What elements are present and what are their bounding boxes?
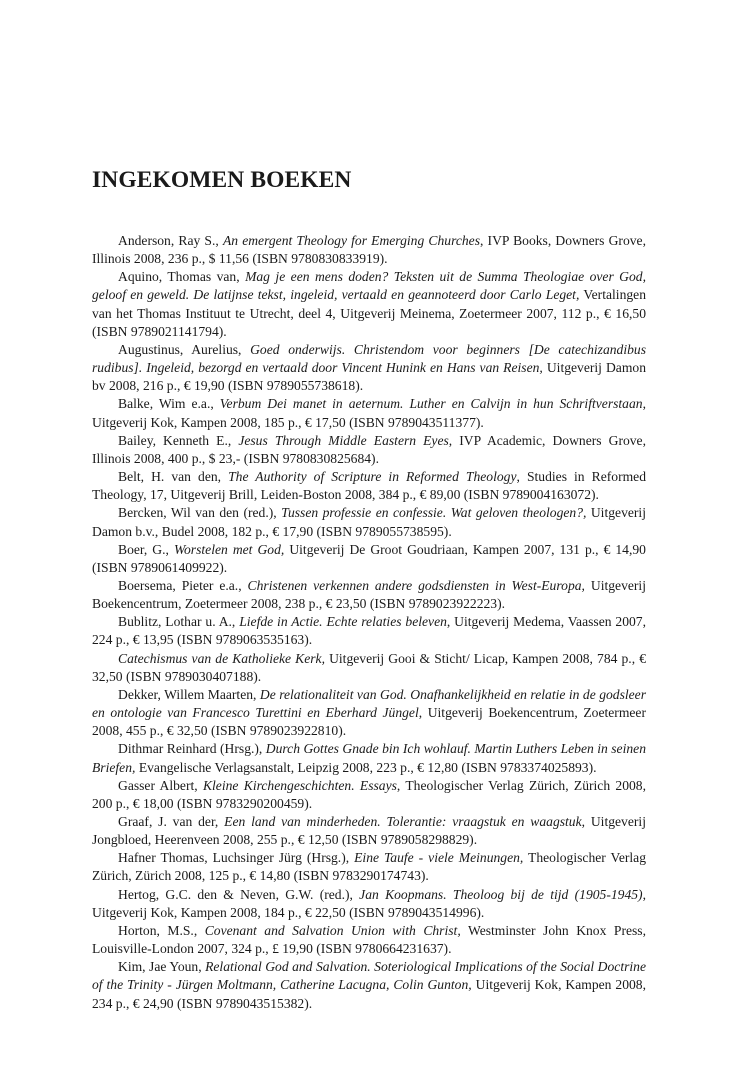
book-details: , Uitgeverij Kok, Kampen 2008, 185 p., € 17,50 (ISBN 9789043511377).: [92, 396, 646, 430]
book-author: Bailey, Kenneth E.,: [118, 432, 239, 448]
book-details: Uitgeverij Gooi & Sticht/ Licap, Kampen 2008, 784 p., € 32,50 (ISBN 9789030407188).: [92, 650, 646, 684]
book-entry: [92, 613, 646, 649]
book-author: Dithmar Reinhard (Hrsg.),: [118, 741, 266, 757]
book-title: Tussen professie en confessie. Wat geloven theologen?,: [281, 505, 587, 521]
book-title: Covenant and Salvation Union with Christ,: [204, 922, 461, 938]
book-details: , Uitgeverij Medema, Vaassen 2007, 224 p., € 13,95 (ISBN 9789063535163).: [92, 614, 646, 648]
book-title: Catechismus van de Katholieke Kerk,: [118, 650, 325, 666]
book-title: Kleine Kirchengeschichten. Essays: [202, 777, 397, 793]
book-entry: [92, 777, 646, 813]
book-author: Horton, M.S.,: [118, 922, 205, 938]
book-title: Christenen verkennen andere godsdiensten in West-Europa,: [247, 577, 585, 593]
book-entry: [92, 432, 646, 468]
book-details: Uitgeverij Boekencentrum, Zoetermeer 2008, 238 p., € 23,50 (ISBN 9789023922223).: [92, 577, 646, 612]
book-author: Anderson, Ray S.,: [118, 233, 223, 248]
book-entry: [92, 577, 646, 613]
book-details: Evangelische Verlagsanstalt, Leipzig 2008, 223 p., € 12,80 (ISBN 9783374025893).: [135, 759, 597, 775]
book-entry: [92, 813, 646, 849]
book-title: Goed onderwijs. Christendom voor beginners [De catechizandibus rudibus]. Ingeleid, bezorgd en vertaald door Vincent Hunink en Hans van Reisen,: [92, 341, 647, 376]
page-title: INGEKOMEN BOEKEN: [92, 167, 352, 193]
book-entry: [92, 395, 646, 431]
book-title: Verbum Dei manet in aeternum. Luther en Calvijn in hun Schriftverstaan: [219, 396, 643, 412]
book-title: Worstelen met God,: [173, 541, 285, 557]
book-list: [92, 232, 646, 1013]
book-author: Kim, Jae Youn,: [118, 959, 206, 975]
book-details: Uitgeverij Damon bv 2008, 216 p., € 19,90 (ISBN 9789055738618).: [92, 360, 646, 394]
book-details: Vertalingen van het Thomas Instituut te Utrecht, deel 4, Uitgeverij Meinema, Zoetermeer 2007, 112 p., € 16,50 (ISBN 9789021141794).: [92, 287, 646, 339]
book-author: Graaf, J. van der,: [118, 814, 225, 829]
book-details: Uitgeverij De Groot Goudriaan, Kampen 2007, 131 p., € 14,90 (ISBN 9789061409922).: [92, 541, 646, 575]
book-title: The Authority of Scripture in Reformed Theology: [228, 469, 517, 485]
book-entry: [92, 504, 646, 540]
book-details: Westminster John Knox Press, Louisville-London 2007, 324 p., £ 19,90 (ISBN 9780664231637).: [92, 922, 646, 957]
book-title: Relational God and Salvation. Soteriological Implications of the Social Doctrine of the Trinity - Jürgen Moltmann, Catherine Lacugna, Colin Gunton,: [92, 959, 647, 993]
book-entry: [92, 740, 646, 776]
book-details: , IVP Academic, Downers Grove, Illinois 2008, 400 p., $ 23,- (ISBN 9780830825684).: [92, 432, 646, 466]
book-author: Dekker, Willem Maarten,: [118, 686, 260, 702]
book-author: Bublitz, Lothar u. A.,: [118, 614, 240, 630]
book-details: , IVP Books, Downers Grove, Illinois 2008, 236 p., $ 11,56 (ISBN 9780830833919).: [92, 233, 646, 267]
book-author: Hertog, G.C. den & Neven, G.W. (red.),: [118, 886, 360, 902]
book-entry: [92, 922, 646, 958]
book-title: Eine Taufe - viele Meinungen,: [354, 850, 524, 866]
book-author: Boersema, Pieter e.a.,: [118, 577, 248, 593]
book-details: Uitgeverij Damon b.v., Budel 2008, 182 p., € 17,90 (ISBN 9789055738595).: [92, 505, 646, 539]
book-title: Durch Gottes Gnade bin Ich wohlauf. Martin Luthers Leben in seinen Briefen,: [92, 741, 646, 775]
book-title: Een land van minderheden. Tolerantie: vraagstuk en waagstuk: [224, 814, 582, 829]
book-author: Hafner Thomas, Luchsinger Jürg (Hrsg.),: [118, 850, 355, 866]
book-entry: [92, 232, 646, 268]
book-entry: [92, 650, 646, 686]
book-title: Liefde in Actie. Echte relaties beleven: [239, 614, 447, 630]
book-details: , Uitgeverij Kok, Kampen 2008, 184 p., € 22,50 (ISBN 9789043514996).: [92, 886, 646, 920]
book-author: Gasser Albert,: [118, 777, 203, 793]
book-author: Balke, Wim e.a.,: [118, 396, 220, 412]
book-entry: [92, 468, 646, 504]
book-details: Uitgeverij Kok, Kampen 2008, 234 p., € 24,90 (ISBN 9789043515382).: [92, 977, 646, 1011]
book-author: Belt, H. van den,: [118, 469, 229, 485]
book-entry: [92, 958, 646, 1012]
book-title: Jan Koopmans. Theoloog bij de tijd (1905-1945): [359, 886, 643, 902]
book-title: An emergent Theology for Emerging Churches: [222, 233, 481, 248]
book-entry: [92, 341, 646, 395]
book-title: De relationaliteit van God. Onafhankelijkheid en relatie in de godsleer en ontologie van Francesco Turettini en Eberhard Jüngel: [92, 686, 647, 721]
book-details: , Studies in Reformed Theology, 17, Uitgeverij Brill, Leiden-Boston 2008, 384 p., € 89,00 (ISBN 9789004163072).: [92, 469, 646, 503]
book-entry: [92, 849, 646, 885]
book-author: Boer, G.,: [118, 541, 174, 557]
book-entry: [92, 268, 646, 341]
book-details: , Uitgeverij Boekencentrum, Zoetermeer 2008, 455 p., € 32,50 (ISBN 9789023922810).: [92, 705, 646, 739]
book-entry: [92, 686, 646, 740]
book-details: Theologischer Verlag Zürich, Zürich 2008, 125 p., € 14,80 (ISBN 9783290174743).: [92, 850, 647, 884]
book-entry: [92, 886, 646, 922]
book-details: , Uitgeverij Jongbloed, Heerenveen 2008, 255 p., € 12,50 (ISBN 9789058298829).: [92, 814, 646, 848]
book-title: Jesus Through Middle Eastern Eyes: [238, 432, 449, 448]
book-entry: [92, 541, 646, 577]
book-details: , Theologischer Verlag Zürich, Zürich 2008, 200 p., € 18,00 (ISBN 9783290200459).: [92, 777, 647, 811]
book-title: Mag je een mens doden? Teksten uit de Summa Theologiae over God, geloof en geweld. De latijnse tekst, ingeleid, vertaald en geannoteerd door Carlo Leget,: [92, 269, 646, 303]
book-author: Augustinus, Aurelius,: [118, 341, 251, 357]
book-author: Aquino, Thomas van,: [118, 269, 246, 285]
book-author: Bercken, Wil van den (red.),: [118, 505, 282, 521]
